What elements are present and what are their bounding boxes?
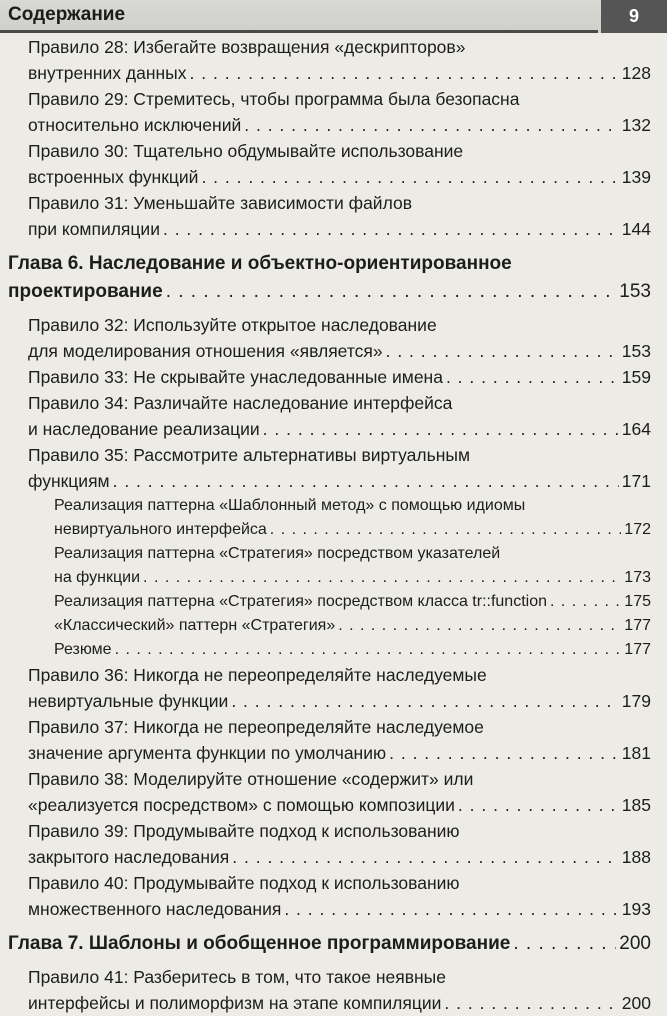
toc-entry-text: Правило 31: Уменьшайте зависимости файлов [28,193,413,213]
toc-rule [0,442,667,494]
dot-leader [389,740,619,766]
dot-leader [232,844,619,870]
dot-leader [284,896,618,922]
toc-rule [0,190,667,242]
page-header [0,0,667,33]
toc-entry-text: внутренних данных [28,63,187,83]
toc-page-number: 139 [621,167,651,187]
toc-entry-text: Глава 7. Шаблоны и обобщенное программирование [8,933,511,954]
toc-page-number: 171 [621,471,651,491]
toc-page-number: 173 [624,569,651,586]
toc-entry-text: невиртуального интерфейса [54,521,267,538]
page-number: 9 [601,0,667,33]
toc-page-number: 153 [621,341,651,361]
toc-chapter [0,930,667,958]
toc-rule [0,714,667,766]
dot-leader [386,338,619,364]
toc-entry-text: Правило 30: Тщательно обдумывайте использование [28,141,464,161]
toc-rule [0,766,667,818]
toc-rule [0,138,667,190]
toc-rule [0,964,667,1016]
toc-rule [0,86,667,138]
dot-leader [201,164,618,190]
dot-leader [263,416,619,442]
toc-entry-text: множественного наследования [28,899,282,919]
toc-rule [0,34,667,86]
toc-subsection [0,614,667,638]
dot-leader [113,468,619,494]
dot-leader [458,792,619,818]
toc-entry-text: Правило 39: Продумывайте подход к использованию [28,821,460,841]
toc-entry-text: Правило 32: Используйте открытое наследование [28,315,437,335]
toc-page-number: 172 [624,521,651,538]
toc-page-number: 164 [621,419,651,439]
toc-page-number: 193 [621,899,651,919]
toc-entry-text: относительно исключений [28,115,242,135]
toc-entry-text: Правило 37: Никогда не переопределяйте наследуемое [28,717,484,737]
toc-entry-text: проектирование [8,281,163,302]
toc-page-number: 185 [621,795,651,815]
dot-leader [190,60,619,86]
toc-subsection [0,494,667,542]
toc-entry-text: Правило 36: Никогда не переопределяйте наследуемые [28,665,487,685]
toc-entry-text: «Классический» паттерн «Стратегия» [54,617,336,634]
toc-entry-text: Правило 33: Не скрывайте унаследованные имена [28,367,443,387]
toc-page-number: 177 [624,617,651,634]
toc-page-number: 188 [621,847,651,867]
toc-page-number: 153 [619,281,651,302]
toc-rule [0,312,667,364]
toc-entry-text: для моделирования отношения «является» [28,341,383,361]
dot-leader [338,614,621,638]
toc-entry-text: Реализация паттерна «Стратегия» посредством класса tr::function [54,593,547,610]
toc-rule [0,870,667,922]
toc-entry-text: закрытого наследования [28,847,230,867]
toc-page-number: 128 [621,63,651,83]
table-of-contents [0,34,667,1016]
toc-entry-text: интерфейсы и полиморфизм на этапе компиляции [28,993,442,1013]
toc-page-number: 200 [621,993,651,1013]
toc-page-number: 179 [621,691,651,711]
dot-leader [550,590,621,614]
dot-leader [270,518,622,542]
toc-entry-text: Глава 6. Наследование и объектно-ориентированное [8,253,512,274]
dot-leader [166,278,617,306]
toc-entry-text: Резюме [54,641,112,658]
toc-entry-text: значение аргумента функции по умолчанию [28,743,387,763]
toc-rule [0,818,667,870]
toc-page-number: 181 [621,743,651,763]
toc-entry-text: Правило 40: Продумывайте подход к использованию [28,873,460,893]
toc-entry-text: встроенных функций [28,167,199,187]
toc-entry-text: Правило 41: Разберитесь в том, что такое неявные [28,967,446,987]
toc-rule [0,390,667,442]
toc-page-number: 144 [621,219,651,239]
dot-leader [115,638,622,662]
dot-leader [513,930,616,958]
toc-entry-text: невиртуальные функции [28,691,229,711]
toc-chapter [0,250,667,306]
toc-entry-text: Реализация паттерна «Шаблонный метод» с помощью идиомы [54,497,526,514]
toc-page-number: 175 [624,593,651,610]
toc-entry-text: Правило 35: Рассмотрите альтернативы виртуальным [28,445,470,465]
toc-subsection [0,590,667,614]
toc-entry-text: на функции [54,569,141,586]
dot-leader [244,112,619,138]
dot-leader [231,688,618,714]
dot-leader [444,990,618,1016]
toc-entry-text: при компиляции [28,219,160,239]
toc-entry-text: «реализуется посредством» с помощью композиции [28,795,455,815]
page-title: Содержание [8,4,126,25]
toc-subsection [0,638,667,662]
toc-page-number: 177 [624,641,651,658]
dot-leader [446,364,619,390]
toc-entry-text: Правило 34: Различайте наследование интерфейса [28,393,453,413]
dot-leader [143,566,621,590]
toc-page-number: 159 [621,367,651,387]
toc-rule [0,364,667,390]
toc-subsection [0,542,667,590]
toc-entry-text: и наследование реализации [28,419,260,439]
toc-entry-text: Реализация паттерна «Стратегия» посредством указателей [54,545,501,562]
dot-leader [163,216,619,242]
toc-rule [0,662,667,714]
toc-entry-text: Правило 38: Моделируйте отношение «содержит» или [28,769,474,789]
toc-entry-text: Правило 28: Избегайте возвращения «дескрипторов» [28,37,466,57]
toc-entry-text: Правило 29: Стремитесь, чтобы программа была безопасна [28,89,520,109]
toc-page-number: 132 [621,115,651,135]
toc-entry-text: функциям [28,471,110,491]
toc-page-number: 200 [619,933,651,954]
header-divider [0,30,598,33]
